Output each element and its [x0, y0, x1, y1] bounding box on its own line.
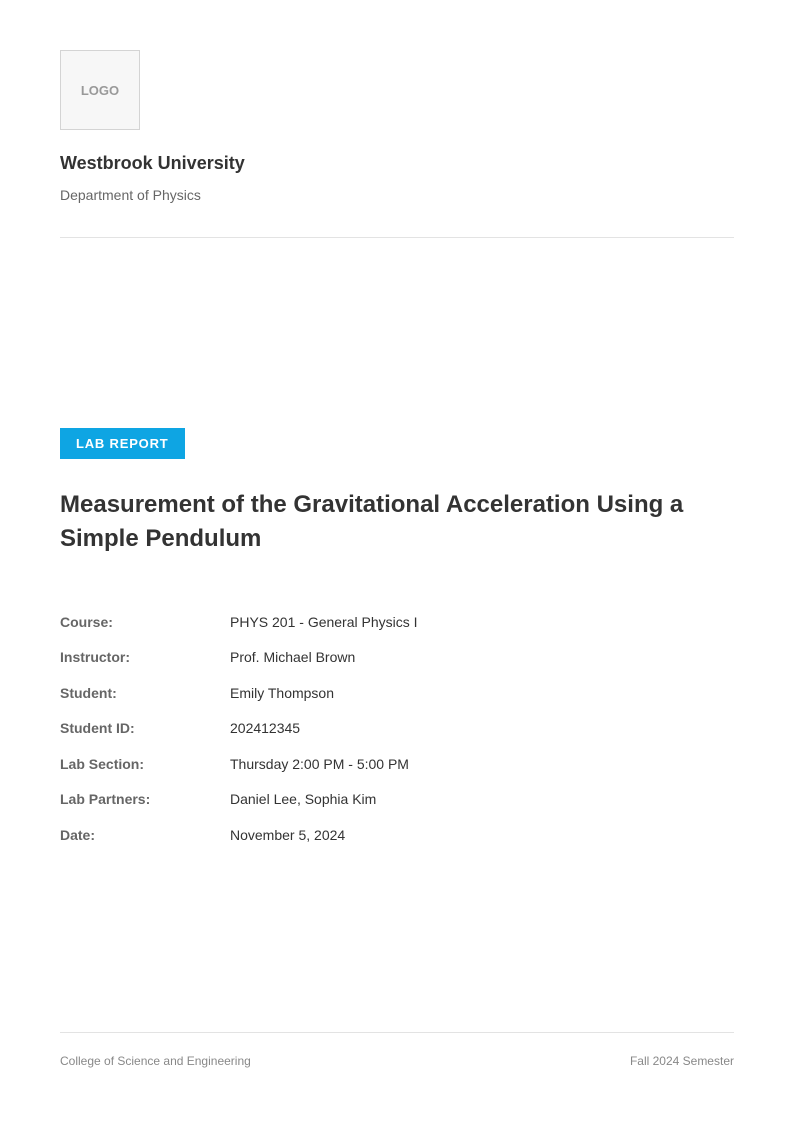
department-name: Department of Physics [60, 187, 201, 203]
university-logo [60, 50, 140, 130]
info-label: Date: [60, 826, 96, 843]
logo-text: LOGO [80, 82, 120, 98]
info-value: PHYS 201 - General Physics I [230, 613, 418, 630]
report-title: Measurement of the Gravitational Acceleration Using a Simple Pendulum [60, 491, 684, 552]
info-value: November 5, 2024 [230, 826, 346, 843]
info-row-student-id [60, 711, 734, 747]
info-value: Emily Thompson [230, 684, 335, 701]
info-row-lab-section [60, 746, 734, 782]
footer-semester: Fall 2024 Semester [629, 1054, 734, 1068]
header-divider [60, 237, 734, 238]
info-row-instructor [60, 640, 734, 676]
info-row-date [60, 817, 734, 853]
info-label: Course: [60, 613, 113, 630]
info-label: Instructor: [60, 649, 130, 666]
info-row-lab-partners [60, 782, 734, 818]
report-info-table [60, 604, 734, 853]
info-value: Prof. Michael Brown [230, 649, 356, 666]
info-value: 202412345 [230, 720, 301, 737]
footer-college: College of Science and Engineering [60, 1054, 251, 1068]
footer-divider [60, 1032, 734, 1033]
info-value: Daniel Lee, Sophia Kim [230, 791, 377, 808]
info-row-student [60, 675, 734, 711]
info-label: Student ID: [60, 720, 135, 737]
info-label: Lab Partners: [60, 791, 151, 808]
info-label: Lab Section: [60, 755, 145, 772]
info-label: Student: [60, 684, 117, 701]
report-type-badge: LAB REPORT [60, 428, 185, 459]
university-name: Westbrook University [60, 153, 245, 173]
info-row-course [60, 604, 734, 640]
info-value: Thursday 2:00 PM - 5:00 PM [230, 755, 409, 772]
